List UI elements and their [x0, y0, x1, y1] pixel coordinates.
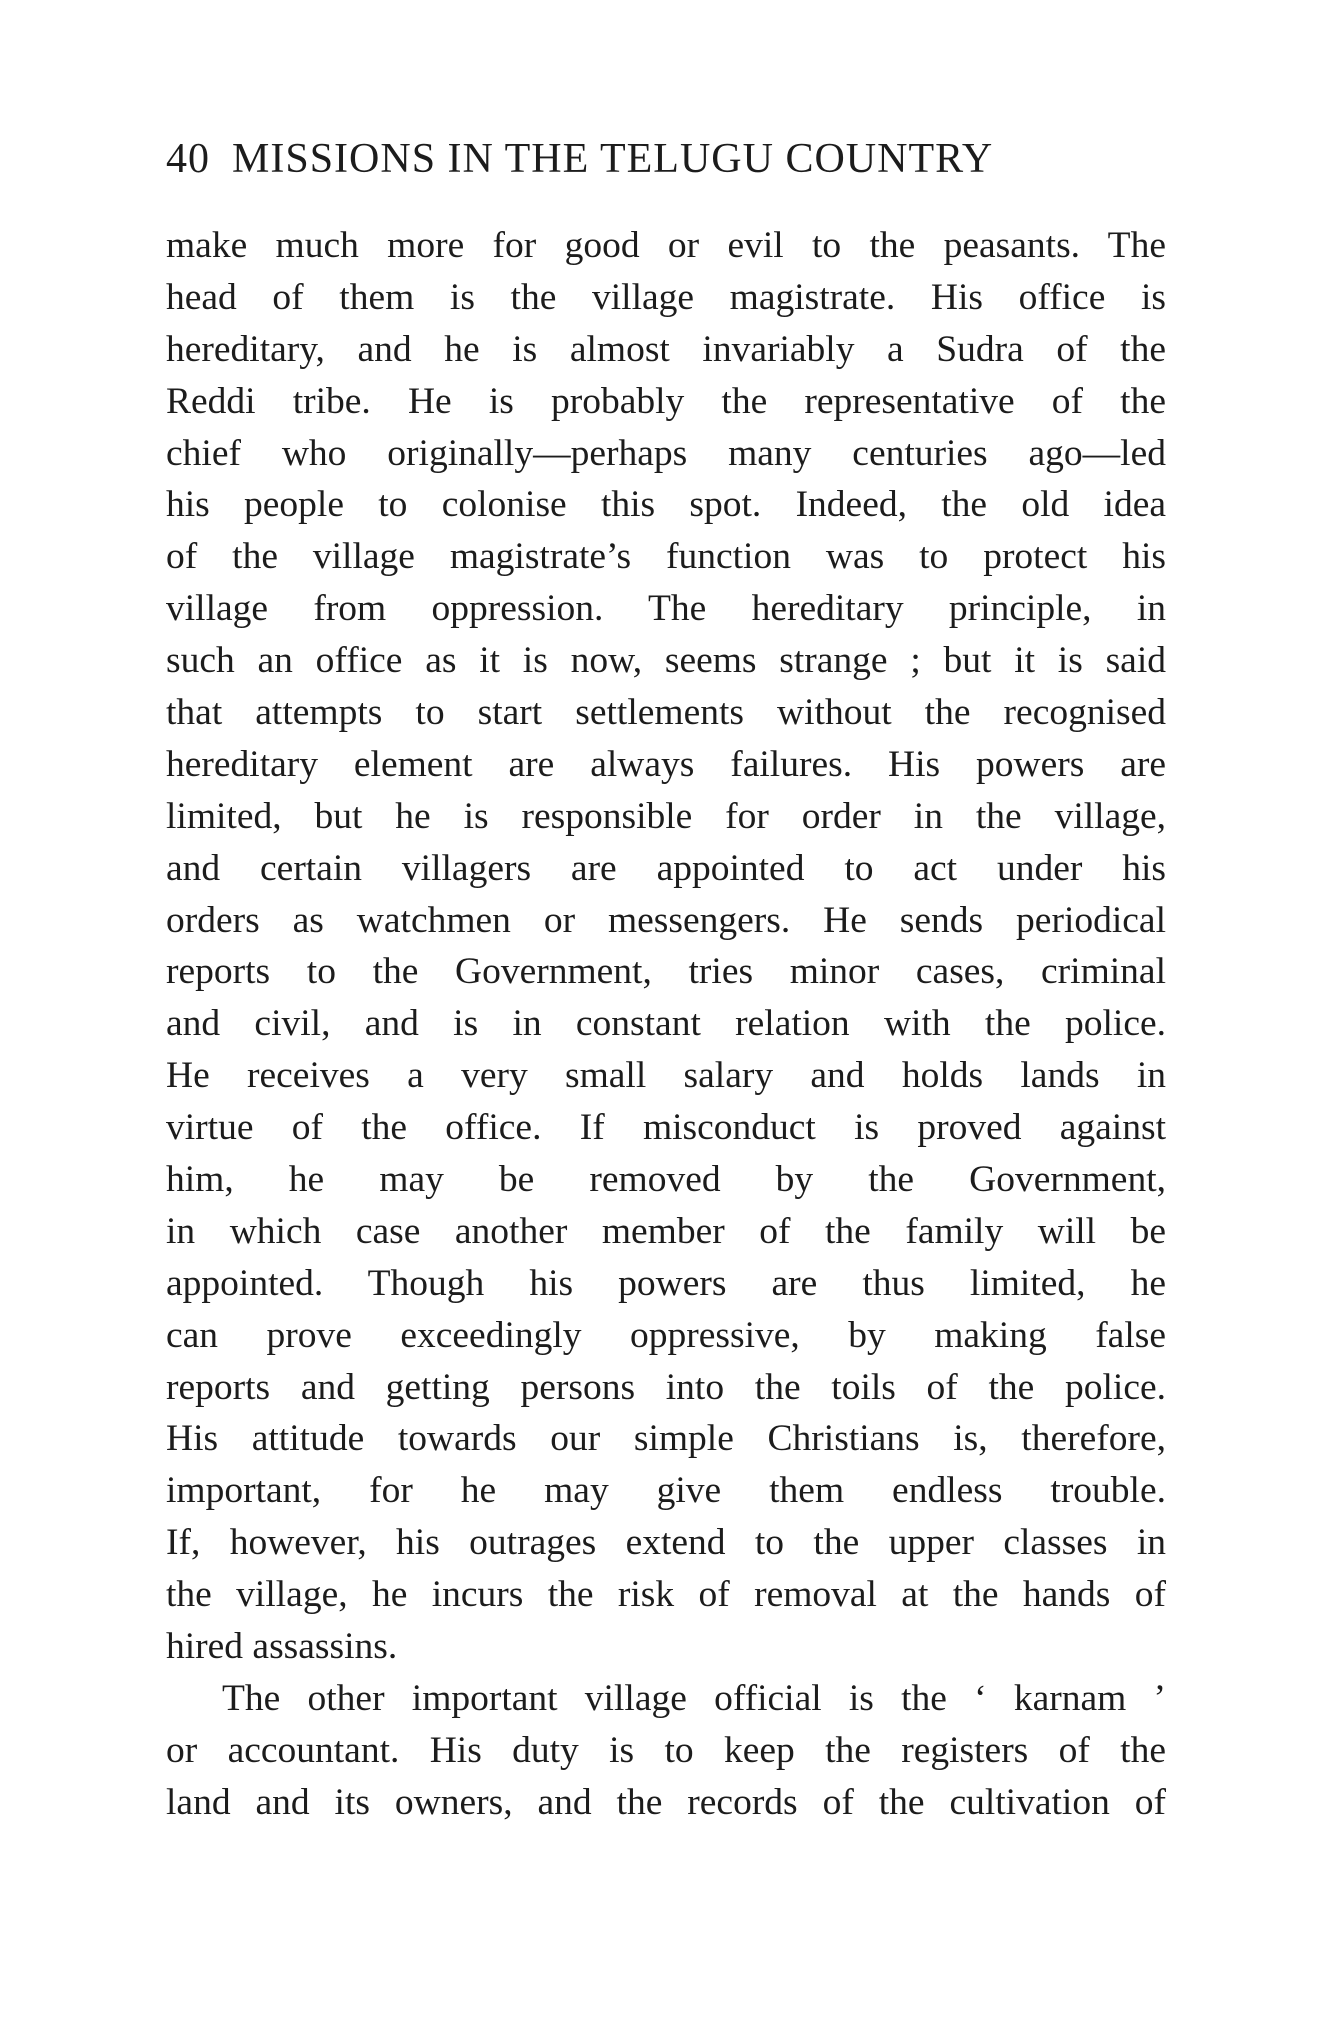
text-line: chief who originally—perhaps many centuries ago—led: [166, 432, 1166, 474]
text-line: reports and getting persons into the toils of the police.: [166, 1366, 1166, 1408]
paragraph-1: [166, 220, 1166, 1673]
text-line: hereditary, and he is almost invariably a Sudra of the: [166, 328, 1166, 370]
running-head: [166, 134, 1166, 184]
text-line: can prove exceedingly oppressive, by making false: [166, 1314, 1166, 1356]
page-number: 40: [166, 136, 210, 182]
running-title: MISSIONS IN THE TELUGU COUNTRY: [232, 136, 994, 182]
text-line: land and its owners, and the records of the cultivation of: [166, 1781, 1166, 1823]
text-line: the village, he incurs the risk of removal at the hands of: [166, 1574, 1166, 1616]
text-line: such an office as it is now, seems strange ; but it is said: [166, 640, 1166, 682]
paragraph-2: [166, 1673, 1166, 1829]
text-line: The other important village official is the ‘ karnam ’: [222, 1677, 1166, 1719]
text-line: reports to the Government, tries minor cases, criminal: [166, 951, 1166, 993]
text-line: and certain villagers are appointed to act under his: [166, 847, 1166, 889]
text-line: and civil, and is in constant relation with the police.: [166, 1003, 1166, 1045]
text-line: important, for he may give them endless trouble.: [166, 1470, 1166, 1512]
text-line: orders as watchmen or messengers. He sends periodical: [166, 899, 1166, 941]
text-line: hired assassins.: [166, 1626, 398, 1668]
text-line: in which case another member of the family will be: [166, 1210, 1166, 1252]
text-line: make much more for good or evil to the peasants. The: [166, 225, 1166, 266]
text-line: He receives a very small salary and holds lands in: [166, 1055, 1166, 1097]
text-line: hereditary element are always failures. His powers are: [166, 743, 1166, 785]
text-line: his people to colonise this spot. Indeed, the old idea: [166, 484, 1166, 526]
text-line: him, he may be removed by the Government,: [166, 1159, 1166, 1201]
text-line: that attempts to start settlements without the recognised: [166, 692, 1166, 734]
text-line: or accountant. His duty is to keep the registers of the: [166, 1729, 1166, 1771]
text-line: limited, but he is responsible for order in the village,: [166, 795, 1166, 837]
text-line: of the village magistrate’s function was to protect his: [166, 536, 1166, 578]
text-line: Reddi tribe. He is probably the representative of the: [166, 380, 1166, 422]
text-line: appointed. Though his powers are thus limited, he: [166, 1262, 1166, 1304]
text-line: head of them is the village magistrate. His office is: [166, 276, 1166, 318]
text-line: If, however, his outrages extend to the upper classes in: [166, 1522, 1166, 1564]
text-line: village from oppression. The hereditary principle, in: [166, 588, 1166, 630]
text-line: virtue of the office. If misconduct is proved against: [166, 1107, 1166, 1149]
body-text: [166, 220, 1166, 1829]
text-line: His attitude towards our simple Christians is, therefore,: [166, 1418, 1166, 1460]
